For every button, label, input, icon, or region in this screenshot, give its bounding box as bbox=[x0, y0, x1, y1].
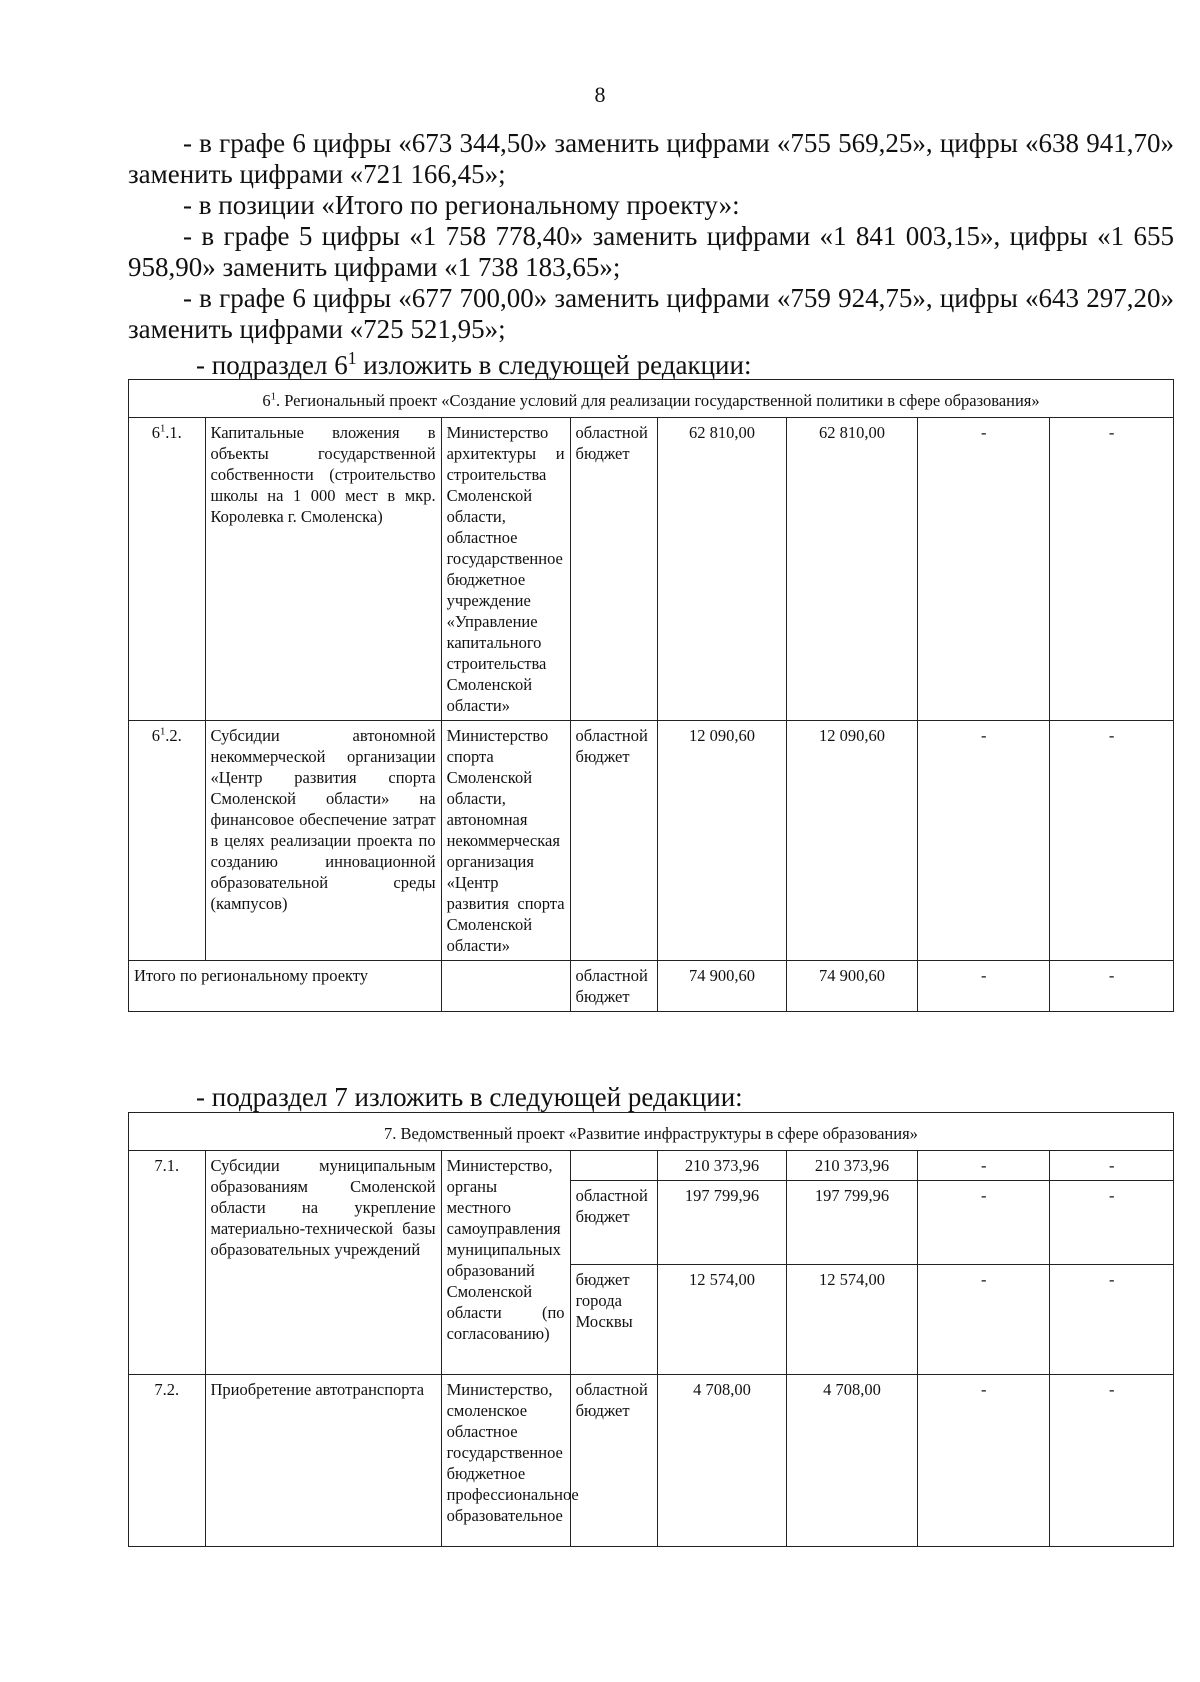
funding-source: областной бюджет bbox=[570, 1375, 657, 1547]
table-row bbox=[129, 1151, 1174, 1181]
amount-col8: - bbox=[1050, 721, 1174, 961]
amount-col5: 197 799,96 bbox=[658, 1181, 787, 1265]
amount-col6: 4 708,00 bbox=[786, 1375, 917, 1547]
amount-col6: 74 900,60 bbox=[786, 961, 917, 1012]
amount-col7: - bbox=[918, 418, 1050, 721]
amount-col8: - bbox=[1050, 418, 1174, 721]
executor: Министерство архитектуры и строительства Смоленской области, областное государственное бюджетное учреждение «Управление капитального строительства Смоленской области» bbox=[441, 418, 570, 721]
row-number: 7.1. bbox=[129, 1151, 206, 1375]
amount-col5: 12 090,60 bbox=[657, 721, 786, 961]
amount-col5: 62 810,00 bbox=[657, 418, 786, 721]
section1-table bbox=[128, 379, 1174, 1012]
amount-col7: - bbox=[918, 1151, 1050, 1181]
funding-source: областной бюджет bbox=[570, 721, 657, 961]
amount-col7: - bbox=[918, 1265, 1050, 1375]
paragraph: - в графе 5 цифры «1 758 778,40» заменить цифрами «1 841 003,15», цифры «1 655 958,90» заменить цифрами «1 738 183,65»; bbox=[128, 221, 1174, 282]
amount-col8: - bbox=[1050, 1151, 1174, 1181]
paragraph: - в графе 6 цифры «673 344,50» заменить цифрами «755 569,25», цифры «638 941,70» заменить цифрами «721 166,45»; bbox=[128, 128, 1174, 189]
table-header-row bbox=[129, 1113, 1174, 1151]
funding-source: областной бюджет bbox=[570, 961, 657, 1012]
amount-col7: - bbox=[918, 1375, 1050, 1547]
page-number: 8 bbox=[594, 82, 606, 107]
executor bbox=[441, 961, 570, 1012]
funding-source: бюджет города Москвы bbox=[570, 1265, 657, 1375]
project-header: 7. Ведомственный проект «Развитие инфраструктуры в сфере образования» bbox=[129, 1113, 1174, 1151]
funding-source: областной бюджет bbox=[570, 1181, 657, 1265]
total-label: Итого по региональному проекту bbox=[129, 961, 442, 1012]
event-name: Субсидии автономной некоммерческой организации «Центр развития спорта Смоленской области» на финансовое обеспечение затрат в целях реализации проекта по созданию инновационной образовательной среды (кампусов) bbox=[205, 721, 441, 961]
executor: Министерство, смоленское областное государственное бюджетное профессиональное образовательное bbox=[441, 1375, 570, 1547]
table-row bbox=[129, 721, 1174, 961]
amount-col8: - bbox=[1050, 961, 1174, 1012]
section2-intro: - подраздел 7 изложить в следующей редакции: bbox=[196, 1082, 743, 1112]
amount-col8: - bbox=[1050, 1265, 1174, 1375]
amount-col6: 62 810,00 bbox=[786, 418, 917, 721]
amendment-text bbox=[128, 128, 1174, 345]
amount-col6: 12 574,00 bbox=[786, 1265, 917, 1375]
funding-source: областной бюджет bbox=[570, 418, 657, 721]
executor: Министерство, органы местного самоуправления муниципальных образований Смоленской области (по согласованию) bbox=[441, 1151, 570, 1375]
paragraph: - в графе 6 цифры «677 700,00» заменить цифрами «759 924,75», цифры «643 297,20» заменить цифрами «725 521,95»; bbox=[128, 283, 1174, 344]
event-name: Приобретение автотранспорта bbox=[205, 1375, 441, 1547]
table-row bbox=[129, 418, 1174, 721]
project-header: $6^1$. Региональный проект «Создание условий для реализации государственной политики в сфере образования» bbox=[129, 380, 1174, 418]
amount-col6: 197 799,96 bbox=[786, 1181, 917, 1265]
amount-col6: 210 373,96 bbox=[786, 1151, 917, 1181]
section2-table bbox=[128, 1112, 1174, 1547]
row-number: 7.2. bbox=[129, 1375, 206, 1547]
amount-col5: 4 708,00 bbox=[658, 1375, 787, 1547]
section1-intro: - подраздел $6^1$ изложить в следующей редакции: bbox=[196, 348, 752, 380]
event-name: Субсидии муниципальным образованиям Смоленской области на укрепление материально-технической базы образовательных учреждений bbox=[205, 1151, 441, 1375]
amount-col5: 12 574,00 bbox=[658, 1265, 787, 1375]
row-number: $6^1.2$. bbox=[129, 721, 206, 961]
amount-col5: 210 373,96 bbox=[658, 1151, 787, 1181]
amount-col5: 74 900,60 bbox=[657, 961, 786, 1012]
amount-col6: 12 090,60 bbox=[786, 721, 917, 961]
row-number: $6^1.1$. bbox=[129, 418, 206, 721]
amount-col8: - bbox=[1050, 1181, 1174, 1265]
total-row bbox=[129, 961, 1174, 1012]
table-header-row bbox=[129, 380, 1174, 418]
paragraph: - в позиции «Итого по региональному проекту»: bbox=[183, 190, 740, 220]
table-row bbox=[129, 1375, 1174, 1547]
executor: Министерство спорта Смоленской области, автономная некоммерческая организация «Центр развития спорта Смоленской области» bbox=[441, 721, 570, 961]
event-name: Капитальные вложения в объекты государственной собственности (строительство школы на 1 000 мест в мкр. Королевка г. Смоленска) bbox=[205, 418, 441, 721]
funding-source bbox=[570, 1151, 657, 1181]
amount-col7: - bbox=[918, 1181, 1050, 1265]
amount-col8: - bbox=[1050, 1375, 1174, 1547]
amount-col7: - bbox=[918, 961, 1050, 1012]
amount-col7: - bbox=[918, 721, 1050, 961]
